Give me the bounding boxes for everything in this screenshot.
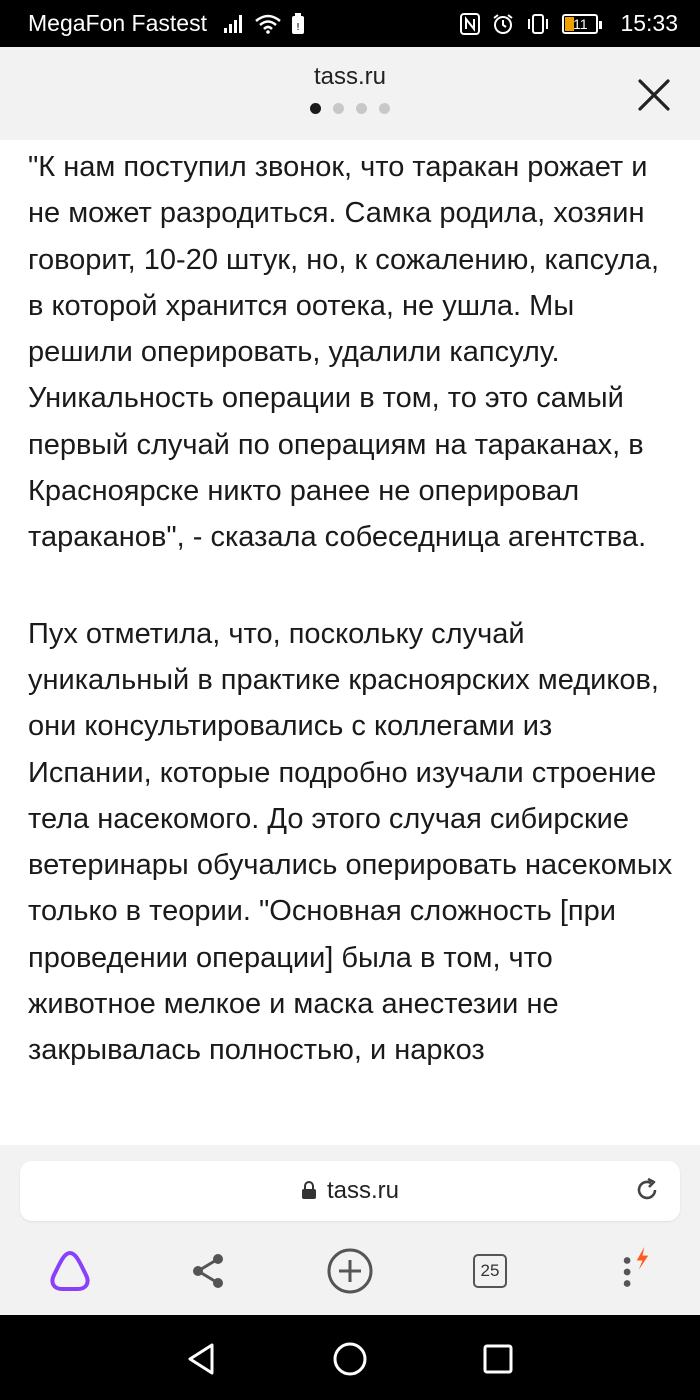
recents-icon[interactable] (478, 1339, 518, 1379)
browser-toolbar (0, 1235, 700, 1305)
alarm-icon (492, 13, 514, 35)
lightning-badge-icon (637, 1247, 649, 1270)
tabs-count: 25 (473, 1254, 507, 1288)
signal-icon (223, 14, 245, 34)
lock-icon (301, 1180, 317, 1200)
tabs-icon[interactable] (466, 1247, 514, 1295)
article-body (28, 140, 678, 1145)
address-bar[interactable] (20, 1161, 680, 1221)
status-time: 15:33 (620, 10, 678, 36)
nfc-icon (460, 13, 480, 35)
home-icon[interactable] (330, 1339, 370, 1379)
battery-icon (562, 14, 598, 34)
new-tab-icon[interactable] (326, 1247, 374, 1295)
status-bar (0, 0, 700, 47)
reload-icon[interactable] (632, 1175, 662, 1205)
share-icon[interactable] (184, 1247, 232, 1295)
wifi-icon (255, 14, 281, 34)
page-dot[interactable] (379, 103, 390, 114)
carrier-name: MegaFon Fastest (28, 10, 207, 36)
page-dot-active[interactable] (310, 103, 321, 114)
svg-text:!: ! (295, 21, 300, 33)
article-paragraph: "К нам поступил звонок, что таракан рожает и не может разродиться. Самка родила, хозяин говорит, 10-20 штук, но, к сожалению, капсула, в которой хранится оотека, не ушла. Мы решили оперировать, удалили капсулу. Уникальность операции в том, то это самый первый случай по операциям на тараканах, в Красноярске никто ранее не оперировал тараканов", - сказала собеседница агентства. (28, 151, 660, 554)
system-nav-bar (0, 1315, 700, 1400)
browser-bottom-bar (0, 1145, 700, 1315)
battery-level: 11 (573, 15, 588, 32)
article-paragraph: Пух отметила, что, поскольку случай уникальный в практике красноярских медиков, они консультировались с коллегами из Испании, которые подробно изучали строение тела насекомого. До этого случая сибирские ветеринары обучались оперировать насекомых только в теории. "Основная сложность [при проведении операции] была в том, что животное мелкое и маска анестезии не закрывалась полностью, и наркоз (28, 617, 673, 1067)
alice-assistant-icon[interactable] (46, 1247, 94, 1295)
vibrate-icon (526, 13, 550, 35)
menu-icon[interactable] (606, 1247, 654, 1295)
page-domain: tass.ru (313, 63, 387, 90)
address-url: tass.ru (326, 1177, 400, 1204)
back-icon[interactable] (182, 1339, 222, 1379)
page-dot[interactable] (356, 103, 367, 114)
close-icon[interactable] (636, 77, 672, 113)
page-indicator (0, 103, 700, 114)
page-dot[interactable] (333, 103, 344, 114)
page-header (0, 47, 700, 140)
battery-saver-icon (291, 13, 305, 35)
